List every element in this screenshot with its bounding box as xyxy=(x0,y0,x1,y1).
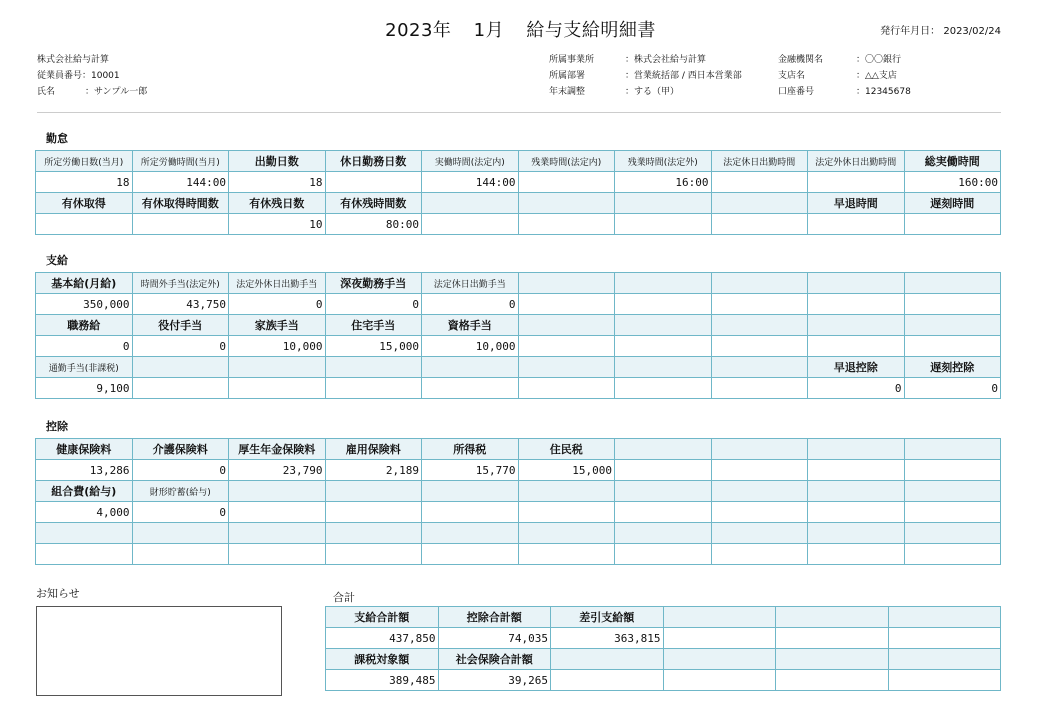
cell-label xyxy=(518,481,615,502)
cell-label: 有休残時間数 xyxy=(325,193,422,214)
cell-value xyxy=(711,460,808,481)
cell-label: 役付手当 xyxy=(132,315,229,336)
cell-label xyxy=(132,523,229,544)
value-row xyxy=(36,544,1001,565)
cell-value xyxy=(422,378,519,399)
cell-label: 社会保険合計額 xyxy=(438,649,551,670)
total-table xyxy=(325,606,1001,691)
cell-value: 18 xyxy=(229,172,326,193)
cell-value xyxy=(36,214,133,235)
cell-label: 時間外手当(法定外) xyxy=(132,273,229,294)
cell-label xyxy=(229,523,326,544)
cell-label xyxy=(904,523,1001,544)
cell-value: 0 xyxy=(132,502,229,523)
cell-value xyxy=(229,378,326,399)
info-value: ：営業統括部 / 西日本営業部 xyxy=(625,71,742,81)
cell-label xyxy=(711,273,808,294)
cell-label xyxy=(615,357,712,378)
cell-value: 23,790 xyxy=(229,460,326,481)
cell-label xyxy=(422,357,519,378)
cell-value: 0 xyxy=(36,336,133,357)
label-row xyxy=(36,523,1001,544)
cell-label xyxy=(36,523,133,544)
value-row xyxy=(36,378,1001,399)
label-row xyxy=(36,315,1001,336)
cell-value xyxy=(888,628,1001,649)
cell-value: 15,000 xyxy=(325,336,422,357)
cell-label xyxy=(518,273,615,294)
cell-label: 所定労働日数(当月) xyxy=(36,151,133,172)
cell-label: 控除合計額 xyxy=(438,607,551,628)
info-key: 口座番号 xyxy=(778,87,815,97)
value-row xyxy=(326,670,1001,691)
value-row xyxy=(326,628,1001,649)
cell-label xyxy=(904,315,1001,336)
cell-value xyxy=(904,294,1001,315)
cell-value xyxy=(615,214,712,235)
employee-number: 従業員番号：10001 xyxy=(37,71,120,81)
cell-value xyxy=(615,544,712,565)
label-row xyxy=(36,481,1001,502)
cell-label: 休日勤務日数 xyxy=(325,151,422,172)
cell-label: 健康保険料 xyxy=(36,439,133,460)
cell-label: 法定休日出勤手当 xyxy=(422,273,519,294)
title-year: 2023年 xyxy=(385,20,452,41)
cell-label: 残業時間(法定内) xyxy=(518,151,615,172)
cell-label: 基本給(月給) xyxy=(36,273,133,294)
cell-value xyxy=(518,336,615,357)
cell-value: 39,265 xyxy=(438,670,551,691)
cell-label: 遅刻控除 xyxy=(904,357,1001,378)
cell-value xyxy=(663,628,776,649)
cell-value xyxy=(808,336,905,357)
cell-label: 残業時間(法定外) xyxy=(615,151,712,172)
cell-value: 0 xyxy=(132,336,229,357)
cell-label xyxy=(888,649,1001,670)
info-key: 所属事業所 xyxy=(549,55,595,65)
cell-label xyxy=(518,315,615,336)
info-key: 金融機関名 xyxy=(778,55,824,65)
cell-label: 所定労働時間(当月) xyxy=(132,151,229,172)
cell-value xyxy=(132,378,229,399)
cell-label xyxy=(615,481,712,502)
cell-label xyxy=(551,649,664,670)
cell-label: 早退時間 xyxy=(808,193,905,214)
cell-label xyxy=(808,439,905,460)
cell-label: 実働時間(法定内) xyxy=(422,151,519,172)
cell-label: 課税対象額 xyxy=(326,649,439,670)
name-value: ：サンプル一郎 xyxy=(85,87,148,97)
cell-label xyxy=(518,523,615,544)
cell-label xyxy=(904,481,1001,502)
cell-value: 4,000 xyxy=(36,502,133,523)
cell-value xyxy=(904,460,1001,481)
label-row xyxy=(36,439,1001,460)
cell-value: 16:00 xyxy=(615,172,712,193)
cell-value xyxy=(615,460,712,481)
cell-label xyxy=(663,607,776,628)
cell-value xyxy=(904,336,1001,357)
cell-label: 法定休日出勤時間 xyxy=(711,151,808,172)
deduction-table xyxy=(35,438,1001,565)
cell-label xyxy=(808,523,905,544)
cell-label: 深夜勤務手当 xyxy=(325,273,422,294)
payment-table xyxy=(35,272,1001,399)
cell-label xyxy=(325,357,422,378)
cell-value xyxy=(615,502,712,523)
employee-name xyxy=(37,84,147,100)
value-row xyxy=(36,502,1001,523)
cell-value xyxy=(325,502,422,523)
info-value: ：株式会社給与計算 xyxy=(625,55,707,65)
cell-label xyxy=(615,273,712,294)
cell-value xyxy=(132,214,229,235)
label-row xyxy=(36,273,1001,294)
section-attendance-title: 勤怠 xyxy=(46,132,68,145)
cell-label xyxy=(229,357,326,378)
cell-label xyxy=(711,523,808,544)
cell-value: 389,485 xyxy=(326,670,439,691)
label-row xyxy=(326,607,1001,628)
cell-value xyxy=(551,670,664,691)
cell-value xyxy=(615,294,712,315)
value-row xyxy=(36,336,1001,357)
cell-value: 437,850 xyxy=(326,628,439,649)
cell-value: 0 xyxy=(422,294,519,315)
name-label: 氏名 xyxy=(37,87,56,97)
cell-value xyxy=(518,214,615,235)
cell-label: 雇用保険料 xyxy=(325,439,422,460)
cell-value xyxy=(808,214,905,235)
cell-value xyxy=(229,544,326,565)
cell-value: 0 xyxy=(808,378,905,399)
cell-value xyxy=(615,336,712,357)
cell-value xyxy=(711,544,808,565)
cell-label xyxy=(711,315,808,336)
section-deduction-title: 控除 xyxy=(46,420,68,433)
cell-label xyxy=(711,193,808,214)
cell-value xyxy=(132,544,229,565)
info-key: 支店名 xyxy=(778,71,806,81)
cell-label: 住宅手当 xyxy=(325,315,422,336)
cell-value xyxy=(808,172,905,193)
cell-label: 介護保険料 xyxy=(132,439,229,460)
cell-value: 15,000 xyxy=(518,460,615,481)
cell-value: 160:00 xyxy=(904,172,1001,193)
cell-label xyxy=(711,357,808,378)
header-divider xyxy=(37,112,1001,113)
cell-label: 出勤日数 xyxy=(229,151,326,172)
cell-value: 74,035 xyxy=(438,628,551,649)
cell-value xyxy=(36,544,133,565)
section-notice-title: お知らせ xyxy=(36,587,80,600)
cell-label: 有休取得時間数 xyxy=(132,193,229,214)
cell-value xyxy=(776,670,889,691)
cell-label xyxy=(663,649,776,670)
cell-value xyxy=(325,378,422,399)
cell-value xyxy=(711,172,808,193)
info-value: ：12345678 xyxy=(856,87,911,97)
label-row xyxy=(36,193,1001,214)
cell-label xyxy=(711,481,808,502)
cell-label xyxy=(776,607,889,628)
title-name: 給与支給明細書 xyxy=(526,20,656,41)
cell-value: 10,000 xyxy=(422,336,519,357)
cell-value: 18 xyxy=(36,172,133,193)
cell-value xyxy=(711,502,808,523)
cell-label: 遅刻時間 xyxy=(904,193,1001,214)
attendance-table xyxy=(35,150,1001,235)
label-row xyxy=(36,357,1001,378)
cell-label xyxy=(888,607,1001,628)
cell-label: 職務給 xyxy=(36,315,133,336)
cell-label xyxy=(132,357,229,378)
info-value: ：する（甲） xyxy=(625,87,680,97)
cell-value xyxy=(808,460,905,481)
cell-label: 差引支給額 xyxy=(551,607,664,628)
cell-label: 有休残日数 xyxy=(229,193,326,214)
info-key: 所属部署 xyxy=(549,71,586,81)
cell-value xyxy=(904,214,1001,235)
cell-value xyxy=(711,378,808,399)
cell-value: 80:00 xyxy=(325,214,422,235)
cell-label: 厚生年金保険料 xyxy=(229,439,326,460)
cell-value xyxy=(808,502,905,523)
company-name: 株式会社給与計算 xyxy=(37,55,110,65)
cell-label xyxy=(808,273,905,294)
cell-label xyxy=(808,315,905,336)
cell-value xyxy=(422,544,519,565)
cell-label: 通勤手当(非課税) xyxy=(36,357,133,378)
issue-date: 発行年月日： 2023/02/24 xyxy=(880,26,1001,37)
cell-label: 資格手当 xyxy=(422,315,519,336)
cell-label xyxy=(904,273,1001,294)
cell-value: 43,750 xyxy=(132,294,229,315)
cell-value xyxy=(615,378,712,399)
value-row xyxy=(36,214,1001,235)
cell-label: 財形貯蓄(給与) xyxy=(132,481,229,502)
notice-box xyxy=(36,606,282,696)
cell-label: 早退控除 xyxy=(808,357,905,378)
section-total-title: 合計 xyxy=(333,591,355,604)
cell-value: 0 xyxy=(904,378,1001,399)
cell-label: 法定外休日出勤手当 xyxy=(229,273,326,294)
cell-value: 9,100 xyxy=(36,378,133,399)
cell-value: 15,770 xyxy=(422,460,519,481)
cell-value: 144:00 xyxy=(422,172,519,193)
value-row xyxy=(36,172,1001,193)
cell-label: 支給合計額 xyxy=(326,607,439,628)
cell-value: 10,000 xyxy=(229,336,326,357)
title-month: 1月 xyxy=(473,20,505,41)
cell-value: 0 xyxy=(229,294,326,315)
cell-value xyxy=(904,502,1001,523)
cell-value xyxy=(776,628,889,649)
cell-label xyxy=(615,439,712,460)
cell-value: 2,189 xyxy=(325,460,422,481)
cell-value: 0 xyxy=(132,460,229,481)
cell-value xyxy=(422,502,519,523)
cell-value xyxy=(229,502,326,523)
cell-label xyxy=(518,193,615,214)
cell-label: 総実働時間 xyxy=(904,151,1001,172)
cell-value: 144:00 xyxy=(132,172,229,193)
cell-label xyxy=(518,357,615,378)
cell-value xyxy=(518,502,615,523)
cell-value xyxy=(808,294,905,315)
cell-value xyxy=(518,172,615,193)
cell-value: 363,815 xyxy=(551,628,664,649)
cell-label xyxy=(615,315,712,336)
cell-label: 組合費(給与) xyxy=(36,481,133,502)
label-row xyxy=(326,649,1001,670)
cell-value xyxy=(518,378,615,399)
cell-label: 住民税 xyxy=(518,439,615,460)
cell-label xyxy=(711,439,808,460)
cell-value: 0 xyxy=(325,294,422,315)
cell-label: 法定外休日出勤時間 xyxy=(808,151,905,172)
cell-label xyxy=(615,193,712,214)
cell-value xyxy=(518,544,615,565)
info-value: ：〇〇銀行 xyxy=(856,55,902,65)
cell-label xyxy=(904,439,1001,460)
affiliation-info xyxy=(549,52,742,100)
cell-value xyxy=(711,214,808,235)
section-payment-title: 支給 xyxy=(46,254,68,267)
cell-value: 350,000 xyxy=(36,294,133,315)
cell-value xyxy=(325,544,422,565)
cell-value: 10 xyxy=(229,214,326,235)
cell-label: 家族手当 xyxy=(229,315,326,336)
cell-value xyxy=(711,336,808,357)
info-key: 年末調整 xyxy=(549,87,586,97)
cell-label xyxy=(808,481,905,502)
bank-info xyxy=(778,52,911,100)
cell-value xyxy=(711,294,808,315)
cell-value xyxy=(518,294,615,315)
cell-value xyxy=(904,544,1001,565)
value-row xyxy=(36,460,1001,481)
cell-label xyxy=(325,523,422,544)
cell-label xyxy=(422,193,519,214)
label-row xyxy=(36,151,1001,172)
cell-label xyxy=(422,523,519,544)
value-row xyxy=(36,294,1001,315)
cell-label: 有休取得 xyxy=(36,193,133,214)
cell-value xyxy=(888,670,1001,691)
cell-value xyxy=(325,172,422,193)
employee-info xyxy=(37,52,147,100)
cell-label xyxy=(776,649,889,670)
cell-label: 所得税 xyxy=(422,439,519,460)
cell-label xyxy=(229,481,326,502)
cell-label xyxy=(325,481,422,502)
info-value: ：△△支店 xyxy=(856,71,897,81)
cell-label xyxy=(615,523,712,544)
cell-value xyxy=(422,214,519,235)
cell-value xyxy=(663,670,776,691)
cell-value: 13,286 xyxy=(36,460,133,481)
cell-value xyxy=(808,544,905,565)
cell-label xyxy=(422,481,519,502)
